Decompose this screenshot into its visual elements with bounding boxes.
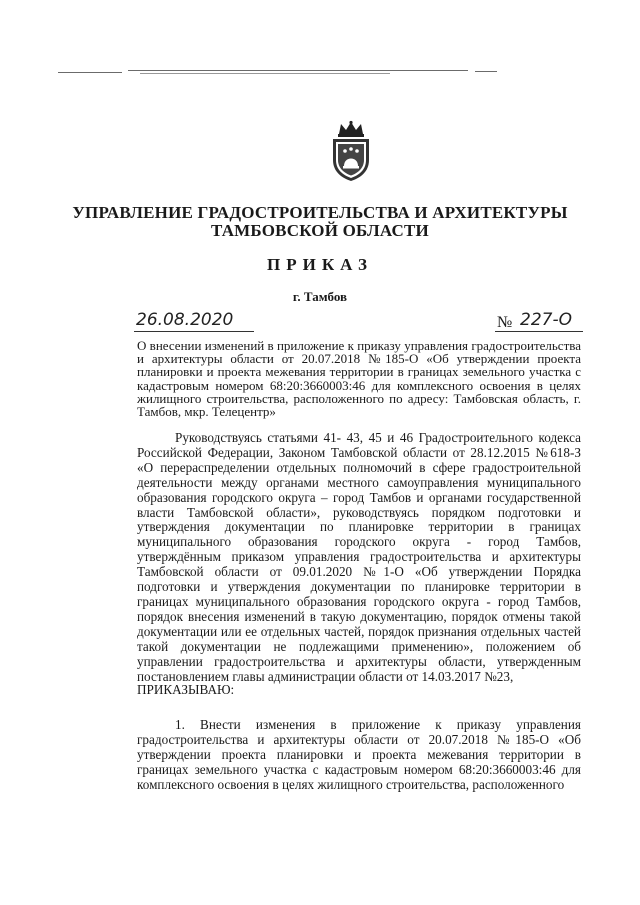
- scan-artifact-line: [58, 72, 122, 73]
- organization-name-line1: УПРАВЛЕНИЕ ГРАДОСТРОИТЕЛЬСТВА И АРХИТЕКТУРЫ: [72, 203, 568, 222]
- order-item-1: 1. Внести изменения в приложение к приказу управления градостроительства и архитектуры области от 20.07.2018 №185-О «Об утверждении проекта планировки и проекта межевания территории в границах земельного участка с кадастровым номером 68:20:3660003:46 для комплексного освоения в целях жилищного строительства, расположенного: [137, 717, 581, 792]
- document-type-title: ПРИКАЗ: [267, 255, 373, 274]
- scan-artifact-line: [140, 73, 390, 74]
- document-number: 227-О: [520, 310, 572, 330]
- scan-artifact-line: [475, 71, 497, 72]
- organization-name-line2: ТАМБОВСКОЙ ОБЛАСТИ: [211, 221, 429, 240]
- number-underline: [495, 331, 583, 332]
- scan-artifact-line: [128, 70, 468, 71]
- number-sign: №: [497, 314, 513, 331]
- order-subject: О внесении изменений в приложение к приказу управления градостроительства и архитектуры области от 20.07.2018 №185-О «Об утверждении проекта планировки и проекта межевания территории в границах земельного участка с кадастровым номером 68:20:3660003:46 для комплексного освоения в целях жилищного строительства, расположенного по адресу: Тамбовская область, г. Тамбов, мкр. Телецентр»: [137, 338, 581, 420]
- order-word: ПРИКАЗЫВАЮ:: [137, 682, 235, 697]
- city-label: г. Тамбов: [292, 289, 348, 304]
- document-date: 26.08.2020: [136, 310, 234, 330]
- date-underline: [134, 331, 254, 332]
- tambov-coat-of-arms-icon: [327, 120, 375, 182]
- preamble-paragraph: Руководствуясь статьями 41- 43, 45 и 46 Градостроительного кодекса Российской Федерации, Законом Тамбовской области от 28.12.2015 №618-З «О перераспределении отдельных полномочий в сфере градостроительной деятельности между органами местного самоуправления муниципального образования городского округа – город Тамбов и органами государственной власти Тамбовской области», руководствуясь порядком подготовки и утверждения документации по планировке территории в границах муниципального образования городского округа - город Тамбов, утверждённым приказом управления градостроительства и архитектуры Тамбовской области от 09.01.2020 №1-О «Об утверждении Порядка подготовки и утверждения документации по планировке территории в границах муниципального образования городского округа - город Тамбов, порядок внесения изменений в такую документацию, порядок отмены такой документации или ее отдельных частей, порядок признания отдельных частей такой документации не подлежащими применению», положением об управлении градостроительства и архитектуры области, утвержденным постановлением главы администрации области от 14.03.2017 №23,: [137, 430, 581, 684]
